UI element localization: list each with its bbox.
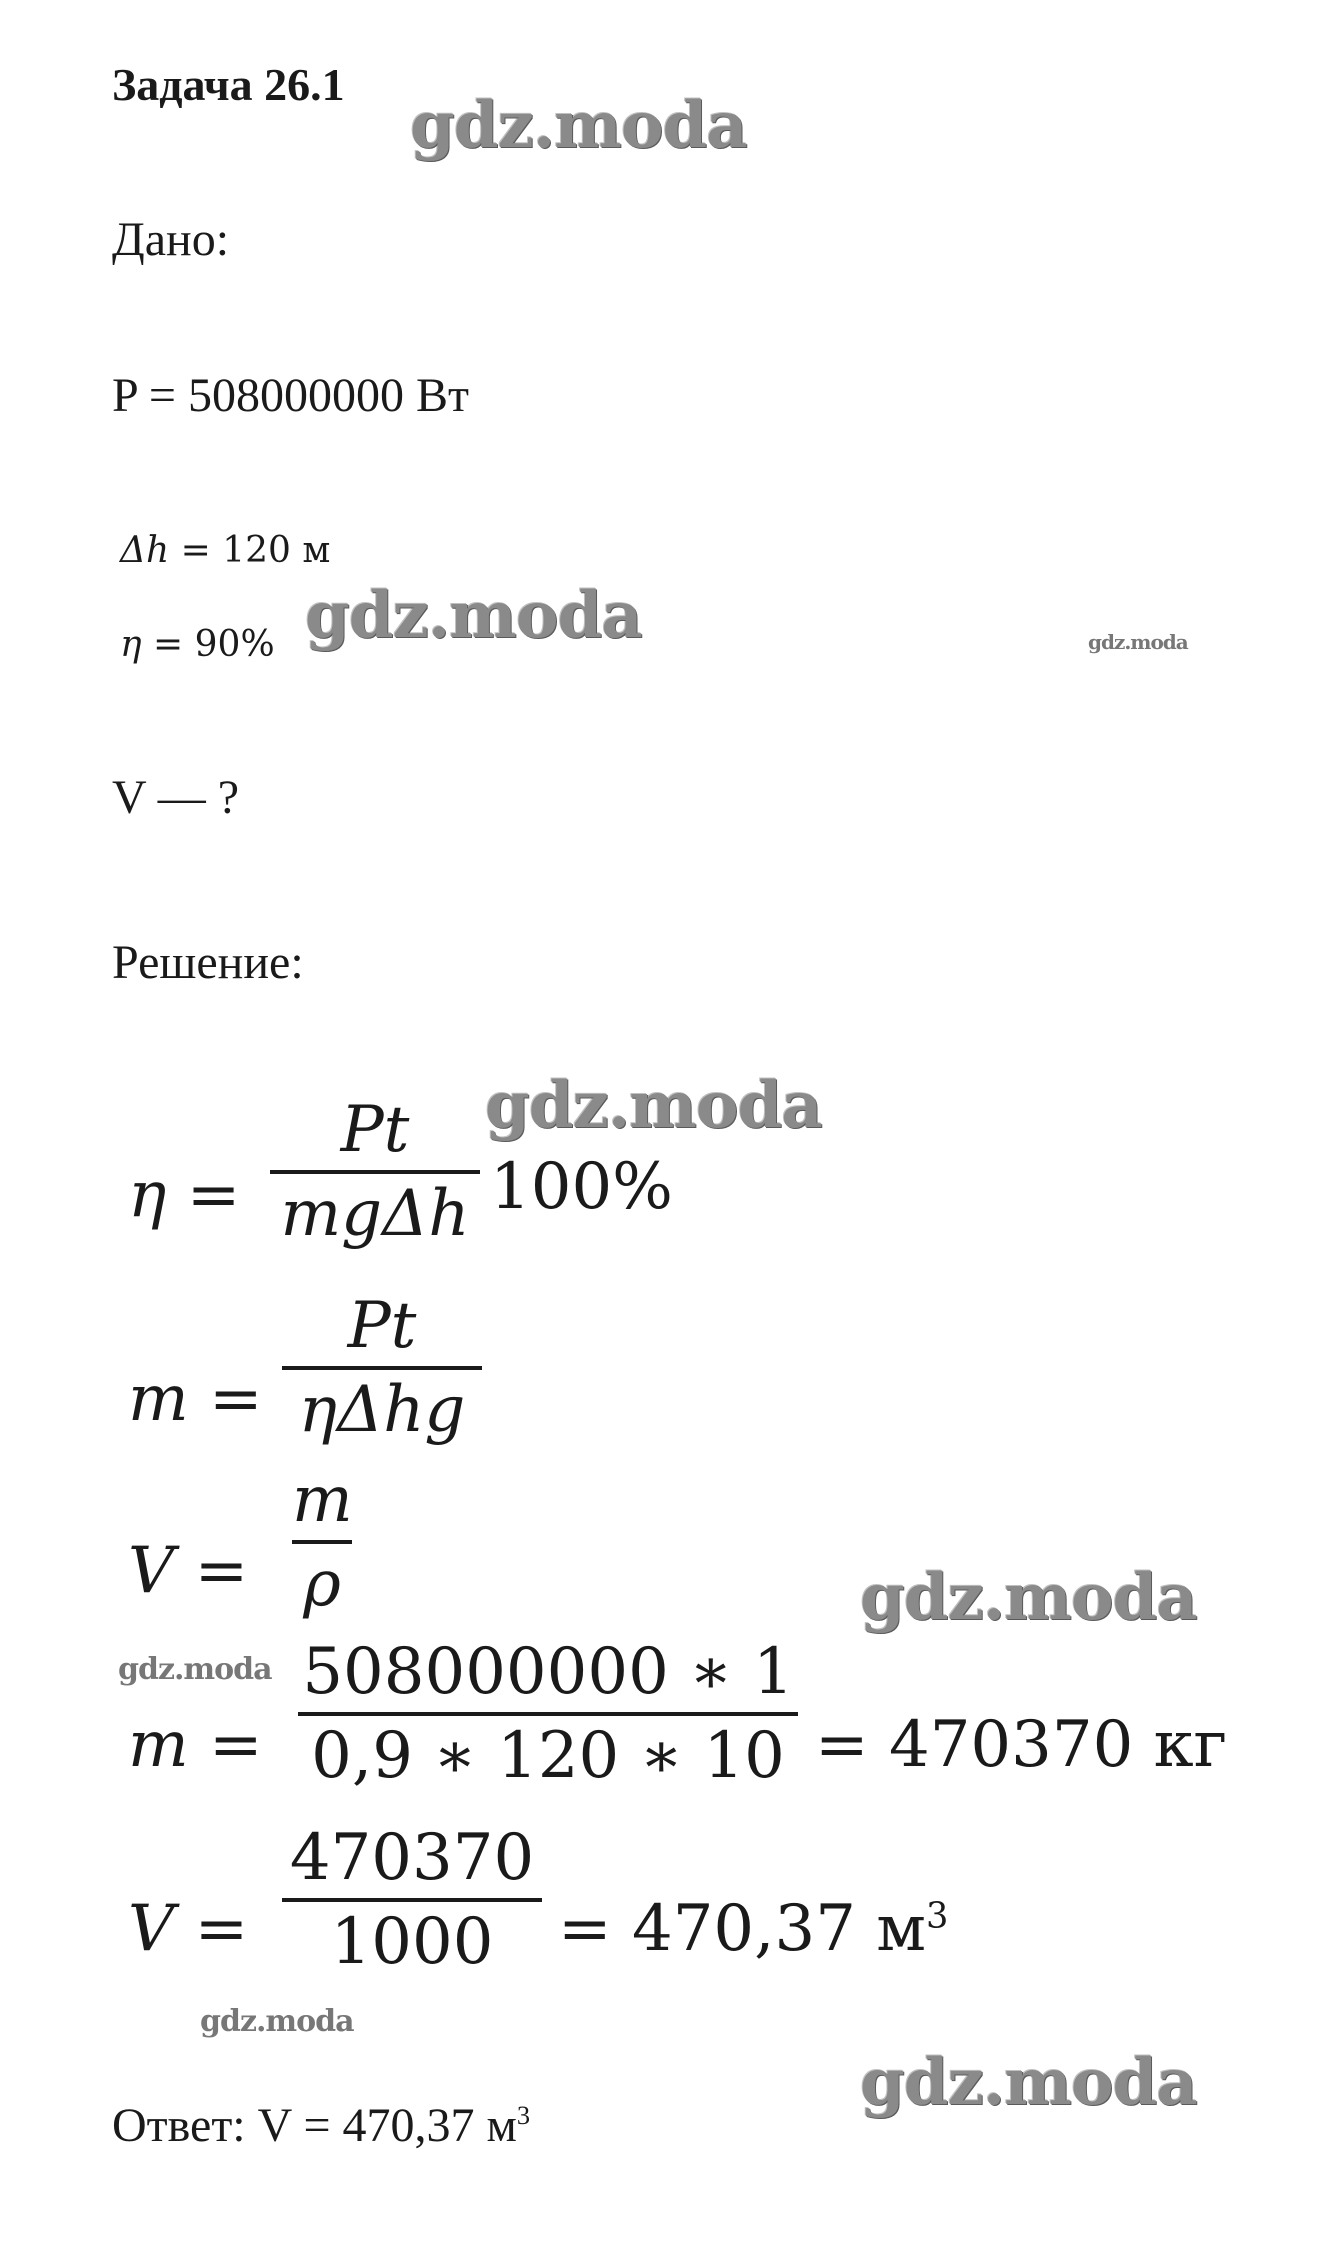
given-efficiency (120, 624, 275, 665)
given-height (120, 530, 330, 571)
formula1-fraction (270, 1093, 480, 1251)
watermark-logo: gdz.moda (410, 88, 747, 163)
watermark-logo: gdz.moda (118, 1652, 272, 1687)
problem-title: Задача 26.1 (112, 59, 345, 110)
formula5-fraction (282, 1821, 542, 1979)
formula4-fraction (298, 1635, 798, 1793)
watermark-logo: gdz.moda (305, 578, 642, 653)
formula3-denominator: ρ (303, 1547, 341, 1621)
formula3-numerator: m (292, 1463, 353, 1537)
delta-h-value: = 120 м (169, 530, 331, 571)
delta-h-symbol: Δh (120, 530, 170, 571)
eta-symbol: η (120, 624, 142, 665)
formula2-numerator: Pt (347, 1289, 417, 1363)
formula5-lhs: V = (128, 1892, 249, 1966)
solution-heading: Решение: (112, 936, 304, 989)
given-power: P = 508000000 Вт (112, 369, 469, 422)
watermark-logo: gdz.moda (1088, 630, 1188, 654)
formula3-lhs: V = (128, 1534, 249, 1608)
formula3-fraction (292, 1463, 353, 1621)
formula2-fraction (282, 1289, 482, 1447)
answer-text: Ответ: V = 470,37 м (112, 2099, 517, 2152)
formula2-lhs: m = (128, 1362, 263, 1436)
formula5-numerator: 470370 (289, 1821, 535, 1895)
formula1-numerator: Pt (340, 1093, 410, 1167)
formula1-lhs: η = (128, 1158, 241, 1232)
formula1-denominator: mgΔh (280, 1177, 470, 1251)
fraction-bar (292, 1540, 352, 1544)
formula4-lhs: m = (128, 1708, 263, 1782)
given-heading: Дано: (112, 213, 230, 266)
formula1-percent: 100% (490, 1150, 673, 1224)
cubic-exponent: 3 (926, 1895, 949, 1937)
formula4-denominator: 0,9 ∗ 120 ∗ 10 (311, 1719, 785, 1793)
formula5-denominator: 1000 (330, 1905, 494, 1979)
formula5-result (558, 1892, 948, 1966)
watermark-logo: gdz.moda (860, 1560, 1197, 1635)
fraction-bar (282, 1366, 482, 1370)
watermark-logo: gdz.moda (485, 1068, 822, 1143)
answer-exponent: 3 (516, 2100, 531, 2130)
eta-value: = 90% (141, 624, 275, 665)
answer-line (112, 2098, 530, 2153)
watermark-logo: gdz.moda (860, 2045, 1197, 2120)
fraction-bar (298, 1712, 798, 1716)
fraction-bar (282, 1898, 542, 1902)
formula2-denominator: ηΔhg (298, 1373, 466, 1447)
formula5-result-text: = 470,37 м (558, 1892, 927, 1966)
watermark-logo: gdz.moda (200, 2004, 354, 2039)
formula4-numerator: 508000000 ∗ 1 (302, 1635, 794, 1709)
given-unknown: V — ? (112, 771, 240, 824)
formula4-result: = 470370 кг (815, 1708, 1228, 1782)
fraction-bar (270, 1170, 480, 1174)
